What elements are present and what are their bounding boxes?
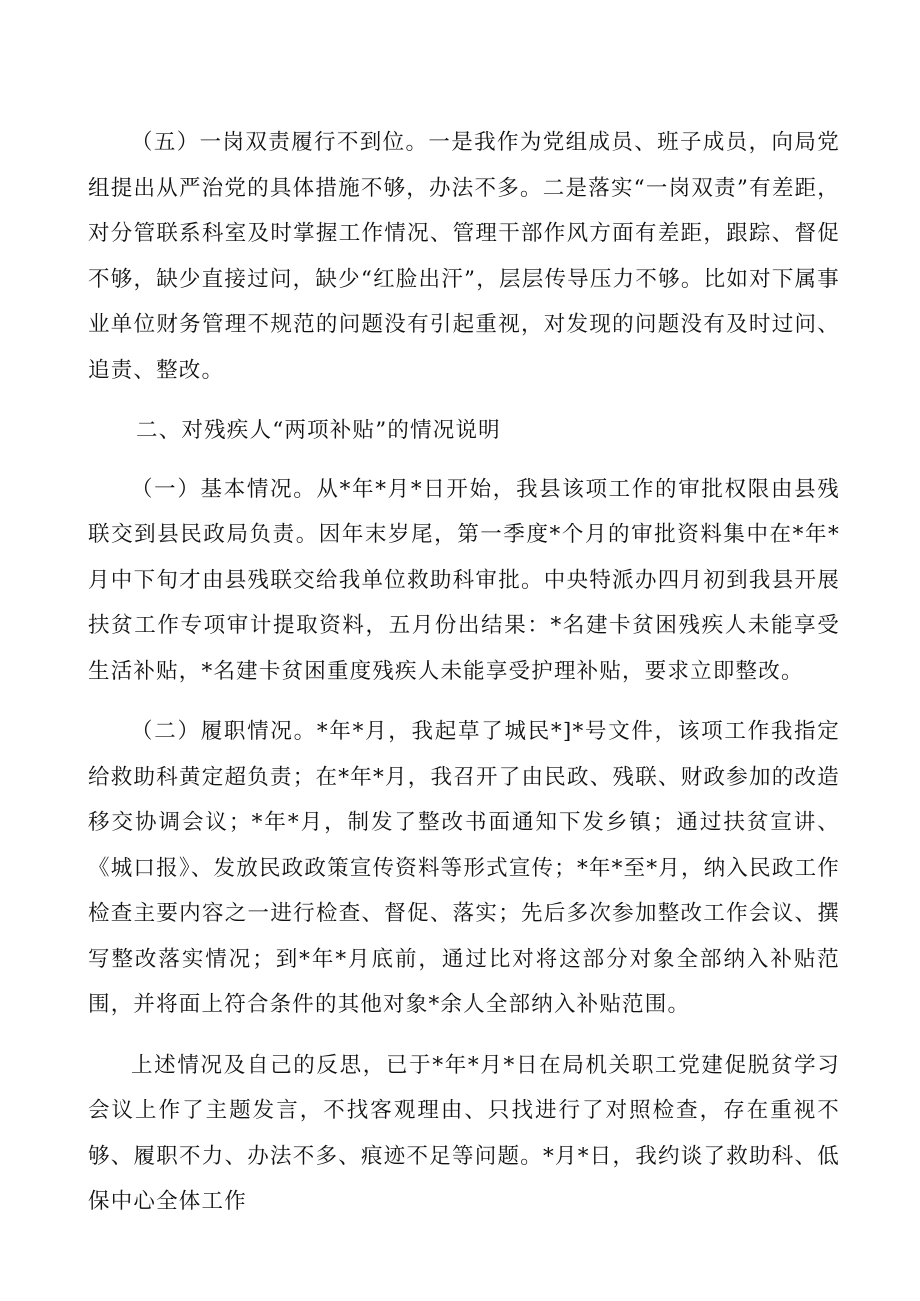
section-heading-two-subsidies: 二、对残疾人“两项补贴”的情况说明: [136, 418, 501, 443]
paragraph-duty-performance: （五）一岗双责履行不到位。一是我作为党组成员、班子成员，向局党组提出从严治党的具体措施不够，办法不多。二是落实“一岗双责”有差距，对分管联系科室及时掌握工作情况、管理干部作风方面有差距，跟踪、督促不够，缺少直接过问，缺少“红脸出汗”，层层传导压力不够。比如对下属事业单位财务管理不规范的问题没有引起重视，对发现的问题没有及时过问、追责、整改。: [88, 130, 840, 383]
paragraph-performance-situation: （二）履职情况。*年*月，我起草了城民*]*号文件，该项工作我指定给救助科黄定超负责；在*年*月，我召开了由民政、残联、财政参加的改造移交协调会议；*年*月，制发了整改书面通知下发乡镇；通过扶贫宣讲、《城口报》、发放民政政策宣传资料等形式宣传；*年*至*月，纳入民政工作检查主要内容之一进行检查、督促、落实；先后多次参加整改工作会议、撰写整改落实情况；到*年*月底前，通过比对将这部分对象全部纳入补贴范围，并将面上符合条件的其他对象*余人全部纳入补贴范围。: [88, 719, 840, 1017]
paragraph-reflection: 上述情况及自己的反思，已于*年*月*日在局机关职工党建促脱贫学习会议上作了主题发言，不找客观理由、只找进行了对照检查，存在重视不够、履职不力、办法不多、痕迹不足等问题。*月*日，我约谈了救助科、低保中心全体工作: [88, 1052, 840, 1214]
paragraph-basic-situation: （一）基本情况。从*年*月*日开始，我县该项工作的审批权限由县残联交到县民政局负责。因年末岁尾，第一季度*个月的审批资料集中在*年*月中下旬才由县残联交给我单位救助科审批。中央特派办四月初到我县开展扶贫工作专项审计提取资料，五月份出结果：*名建卡贫困残疾人未能享受生活补贴，*名建卡贫困重度残疾人未能享受护理补贴，要求立即整改。: [88, 476, 840, 684]
document-body: [88, 120, 840, 1225]
